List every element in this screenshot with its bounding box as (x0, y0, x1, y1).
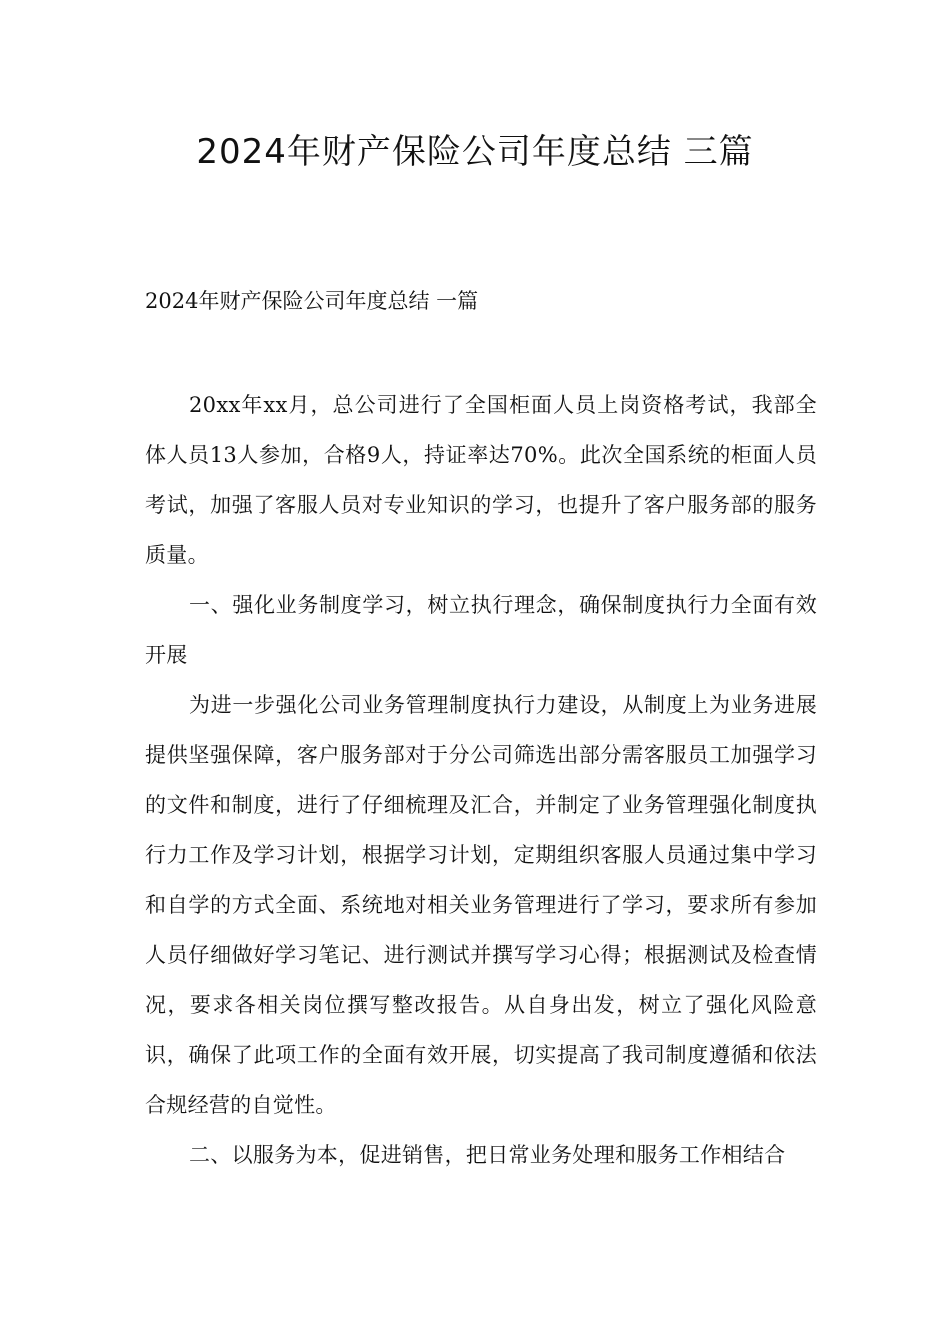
heading-section-two: 二、以服务为本，促进销售，把日常业务处理和服务工作相结合 (189, 1143, 786, 1167)
heading-section-one: 一、强化业务制度学习，树立执行理念，确保制度执行力全面有效开展 (145, 593, 817, 667)
paragraph-section-one-body: 为进一步强化公司业务管理制度执行力建设，从制度上为业务进展提供坚强保障，客户服务部对于分公司筛选出部分需客服员工加强学习的文件和制度，进行了仔细梳理及汇合，并制定了业务管理强化制度执行力工作及学习计划，根据学习计划，定期组织客服人员通过集中学习和自学的方式全面、系统地对相关业务管理进行了学习，要求所有参加人员仔细做好学习笔记、进行测试并撰写学习心得；根据测试及检查情况，要求各相关岗位撰写整改报告。从自身出发，树立了强化风险意识，确保了此项工作的全面有效开展，切实提高了我司制度遵循和依法合规经营的自觉性。 (145, 693, 817, 1117)
document-body (145, 380, 817, 1180)
section-title: 2024年财产保险公司年度总结 一篇 (145, 289, 479, 313)
paragraph-exam-results: 20xx年xx月，总公司进行了全国柜面人员上岗资格考试，我部全体人员13人参加，合格9人，持证率达70%。此次全国系统的柜面人员考试，加强了客服人员对专业知识的学习，也提升了客户服务部的服务质量。 (145, 393, 817, 567)
document-title: 2024年财产保险公司年度总结 三篇 (196, 132, 754, 172)
